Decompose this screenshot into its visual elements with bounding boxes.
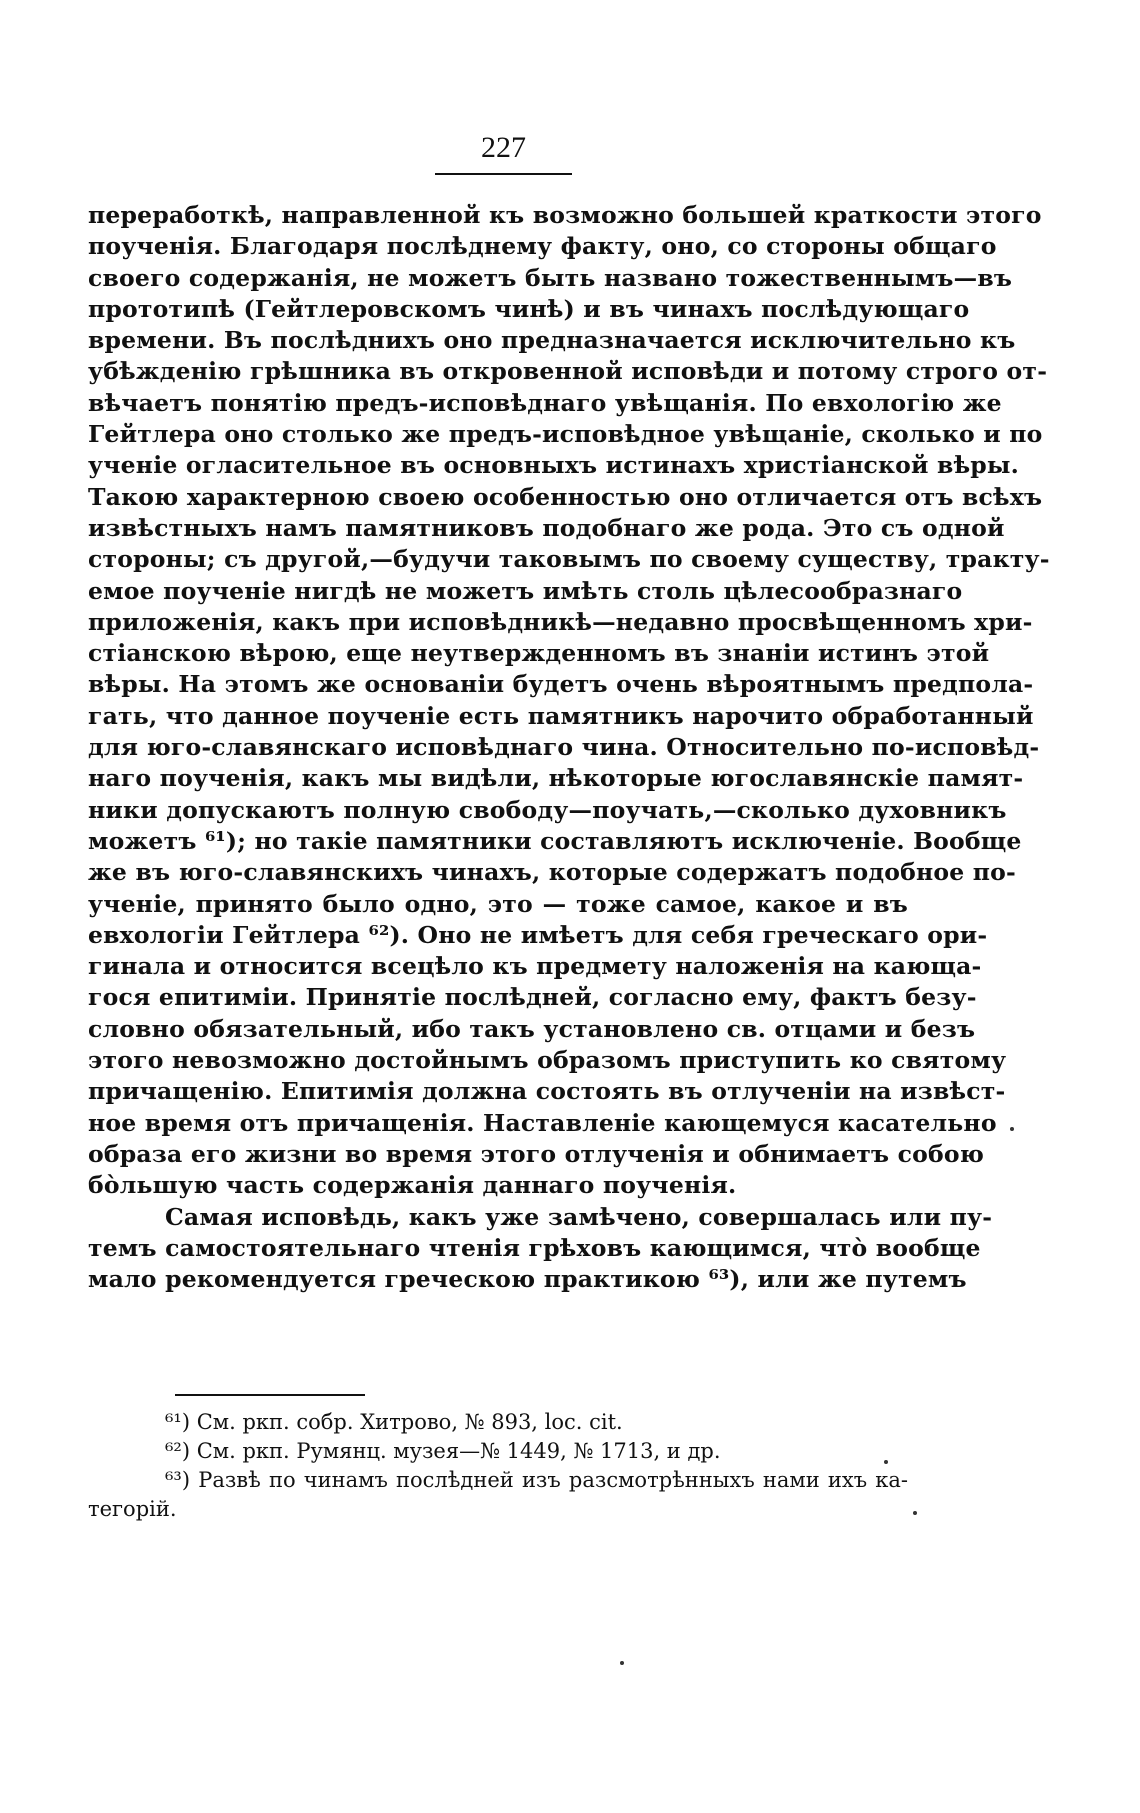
body-text <box>88 200 1050 1295</box>
footnote-63: ⁶³) Развѣ по чинамъ послѣдней изъ разсмотрѣнныхъ нами ихъ ка- <box>165 1468 908 1492</box>
paragraph-start-line: Самая исповѣдь, какъ уже замѣчено, совершалась или пу- <box>165 1202 993 1231</box>
text-line: своего содержанія, не можетъ быть названо тожественнымъ—въ <box>88 263 1013 292</box>
text-line: стіанскою вѣрою, еще неутвержденномъ въ знаніи истинъ этой <box>88 639 990 668</box>
text-line: Гейтлера оно столько же предъ-исповѣдное увѣщаніе, сколько и по <box>88 420 1043 449</box>
text-line: убѣжденію грѣшника въ откровенной исповѣди и потому строго от- <box>88 357 1048 386</box>
text-line: причащенію. Епитимія должна состоять въ отлученіи на извѣст- <box>88 1077 1006 1106</box>
text-line: времени. Въ послѣднихъ оно предназначается исключительно къ <box>88 326 1016 355</box>
page-number: 227 <box>481 131 526 164</box>
scan-speck <box>913 1511 917 1515</box>
scan-speck <box>884 1460 888 1464</box>
paragraph-end-line: бо̀льшую часть содержанія даннаго поученія. <box>88 1171 737 1200</box>
text-line: ники допускаютъ полную свободу—поучать,—сколько духовникъ <box>88 795 1007 824</box>
text-line: емое поученіе нигдѣ не можетъ имѣть столь цѣлесообразнаго <box>88 576 963 605</box>
text-line: вѣчаетъ понятію предъ-исповѣднаго увѣщанія. По евхологію же <box>88 388 1002 417</box>
text-line: стороны; съ другой,—будучи таковымъ по своему существу, тракту- <box>88 545 1050 574</box>
scan-speck <box>620 1661 624 1665</box>
text-line: гать, что данное поученіе есть памятникъ нарочито обработанный <box>88 701 1034 730</box>
text-line: словно обязательный, ибо такъ установлено св. отцами и безъ <box>88 1014 976 1043</box>
text-line: прототипѣ (Гейтлеровскомъ чинѣ) и въ чинахъ послѣдующаго <box>88 294 970 323</box>
text-line: мало рекомендуется греческою практикою ⁶³), или же путемъ <box>88 1265 967 1294</box>
text-line: этого невозможно достойнымъ образомъ приступить ко святому <box>88 1046 1007 1075</box>
text-line: для юго-славянскаго исповѣднаго чина. Относительно по-исповѣд- <box>88 733 1040 762</box>
text-line: евхологіи Гейтлера ⁶²). Оно не имѣетъ для себя греческаго ори- <box>88 920 988 949</box>
header-rule <box>435 173 572 175</box>
footnote-rule <box>175 1394 365 1396</box>
footnotes <box>88 1408 908 1524</box>
text-line: гинала и относится всецѣло къ предмету наложенія на кающа- <box>88 952 982 981</box>
text-line: наго поученія, какъ мы видѣли, нѣкоторые югославянскіе памят- <box>88 764 1024 793</box>
text-line: же въ юго-славянскихъ чинахъ, которые содержатъ подобное по- <box>88 858 1016 887</box>
text-line: Такою характерною своею особенностью оно отличается отъ всѣхъ <box>88 482 1043 511</box>
text-line: поученія. Благодаря послѣднему факту, оно, со стороны общаго <box>88 232 997 261</box>
footnote-61: ⁶¹) См. ркп. собр. Хитрово, № 893, loc. cit. <box>165 1410 623 1434</box>
text-line: можетъ ⁶¹); но такіе памятники составляютъ исключеніе. Вообще <box>88 826 1022 855</box>
text-line: вѣры. На этомъ же основаніи будетъ очень вѣроятнымъ предпола- <box>88 670 1034 699</box>
text-line: переработкѣ, направленной къ возможно большей краткости этого <box>88 201 1042 229</box>
scan-speck <box>1010 1127 1014 1131</box>
footnote-63-continuation: тегорій. <box>88 1497 177 1521</box>
text-line: образа его жизни во время этого отлученія и обнимаетъ собою <box>88 1139 985 1168</box>
text-line: ученіе огласительное въ основныхъ истинахъ христіанской вѣры. <box>88 451 1020 480</box>
footnote-62: ⁶²) См. ркп. Румянц. музея—№ 1449, № 1713, и др. <box>165 1439 721 1463</box>
text-line: ученіе, принято было одно, это — тоже самое, какое и въ <box>88 889 908 918</box>
text-line: извѣстныхъ намъ памятниковъ подобнаго же рода. Это съ одной <box>88 513 1005 542</box>
text-line: темъ самостоятельнаго чтенія грѣховъ кающимся, что̀ вообще <box>88 1233 981 1262</box>
text-line: ное время отъ причащенія. Наставленіе кающемуся касательно <box>88 1108 997 1137</box>
text-line: гося епитиміи. Принятіе послѣдней, согласно ему, фактъ безу- <box>88 983 977 1012</box>
text-line: приложенія, какъ при исповѣдникѣ—недавно просвѣщенномъ хри- <box>88 607 1033 636</box>
